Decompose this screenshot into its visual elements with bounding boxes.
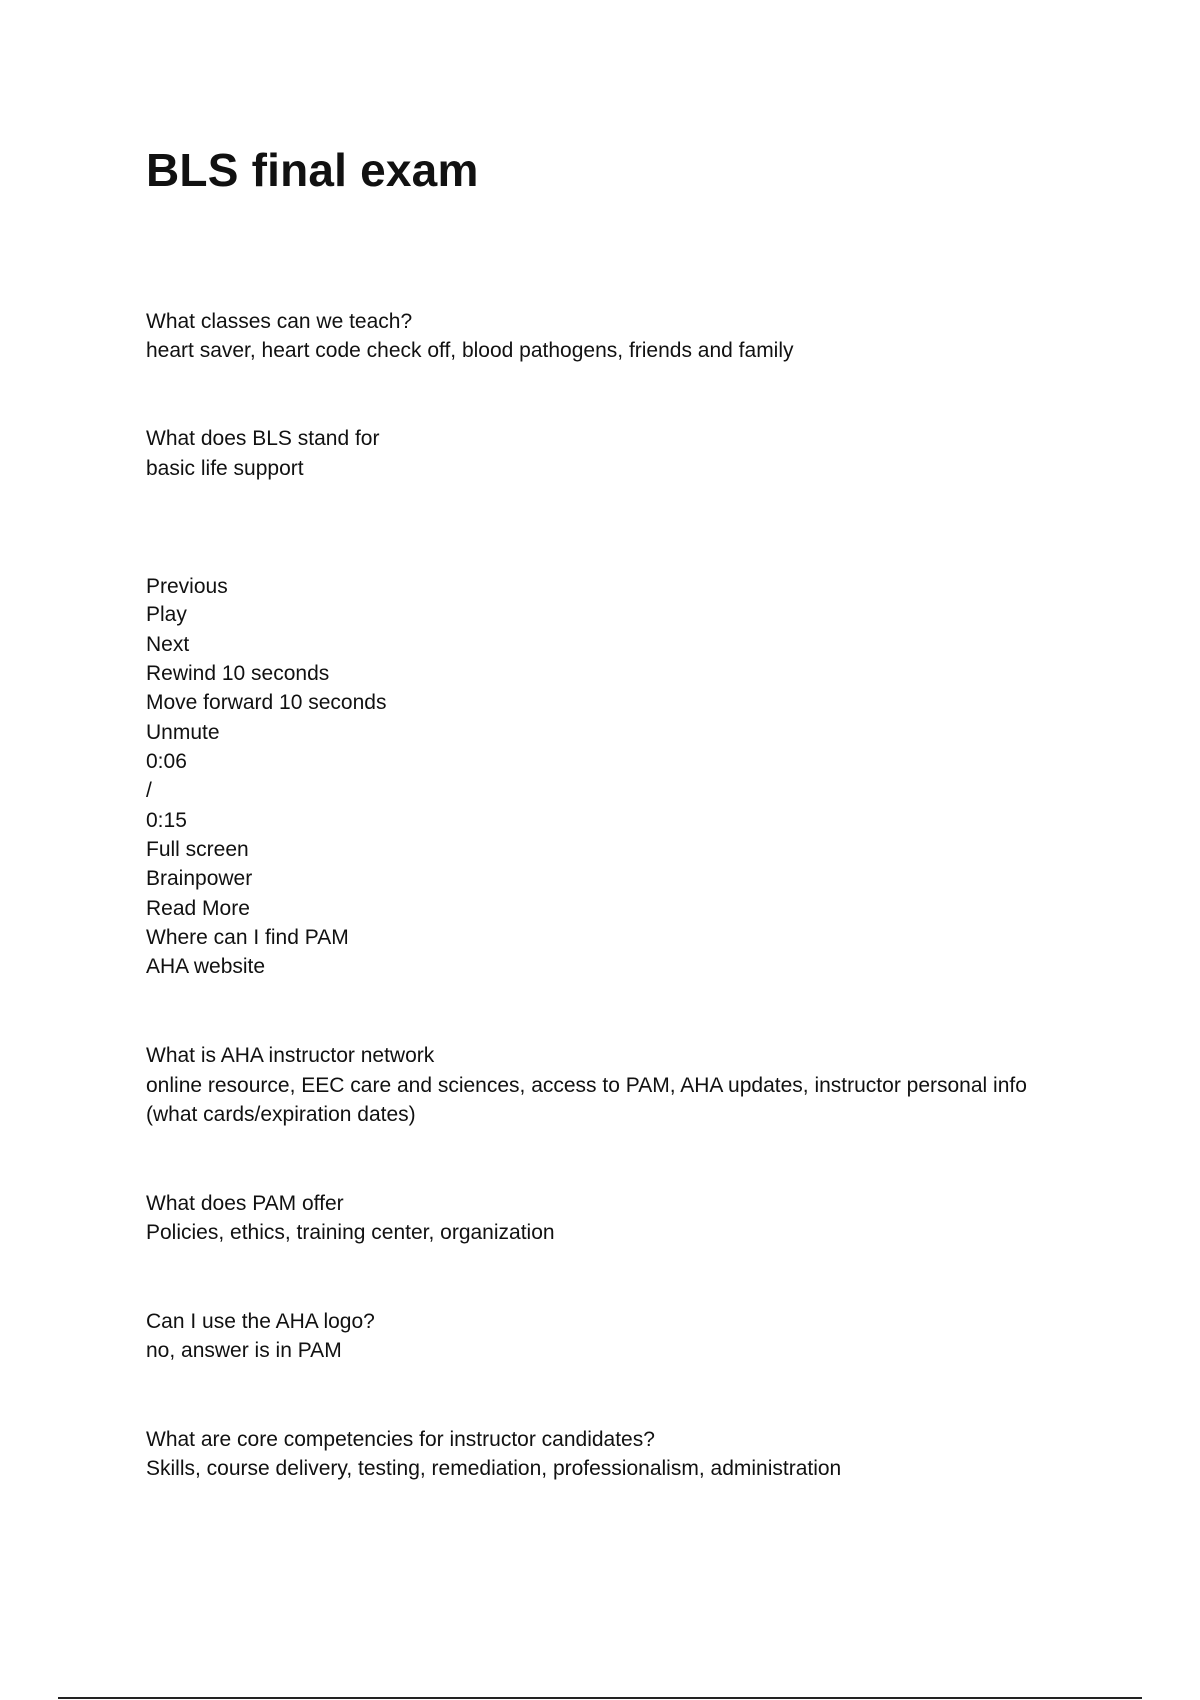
question-instructor-network: What is AHA instructor network <box>146 1044 435 1067</box>
total-time: 0:15 <box>146 809 187 832</box>
question-core-competencies: What are core competencies for instructor candidates? <box>146 1428 655 1451</box>
current-time: 0:06 <box>146 750 187 773</box>
question-find-pam: Where can I find PAM <box>146 926 349 949</box>
page-title: BLS final exam <box>146 144 479 196</box>
question-classes: What classes can we teach? <box>146 310 413 333</box>
full-screen-button[interactable]: Full screen <box>146 838 249 861</box>
previous-button[interactable]: Previous <box>146 575 228 598</box>
answer-core-competencies: Skills, course delivery, testing, remediation, professionalism, administration <box>146 1457 842 1480</box>
play-button[interactable]: Play <box>146 603 187 626</box>
question-bls-meaning: What does BLS stand for <box>146 427 380 450</box>
brainpower-link[interactable]: Brainpower <box>146 867 253 890</box>
read-more-link[interactable]: Read More <box>146 897 250 920</box>
question-pam-offer: What does PAM offer <box>146 1192 344 1215</box>
unmute-button[interactable]: Unmute <box>146 721 220 744</box>
answer-find-pam: AHA website <box>146 955 266 978</box>
question-aha-logo: Can I use the AHA logo? <box>146 1310 375 1333</box>
forward-button[interactable]: Move forward 10 seconds <box>146 691 387 714</box>
answer-instructor-network: online resource, EEC care and sciences, access to PAM, AHA updates, instructor personal info (what cards/expiration dates) <box>146 1074 1027 1126</box>
time-separator: / <box>146 779 152 802</box>
answer-classes: heart saver, heart code check off, blood pathogens, friends and family <box>146 339 794 362</box>
answer-aha-logo: no, answer is in PAM <box>146 1339 342 1362</box>
next-button[interactable]: Next <box>146 633 190 656</box>
answer-pam-offer: Policies, ethics, training center, organization <box>146 1221 555 1244</box>
footer-divider <box>58 1697 1142 1699</box>
rewind-button[interactable]: Rewind 10 seconds <box>146 662 330 685</box>
answer-bls-meaning: basic life support <box>146 457 304 480</box>
